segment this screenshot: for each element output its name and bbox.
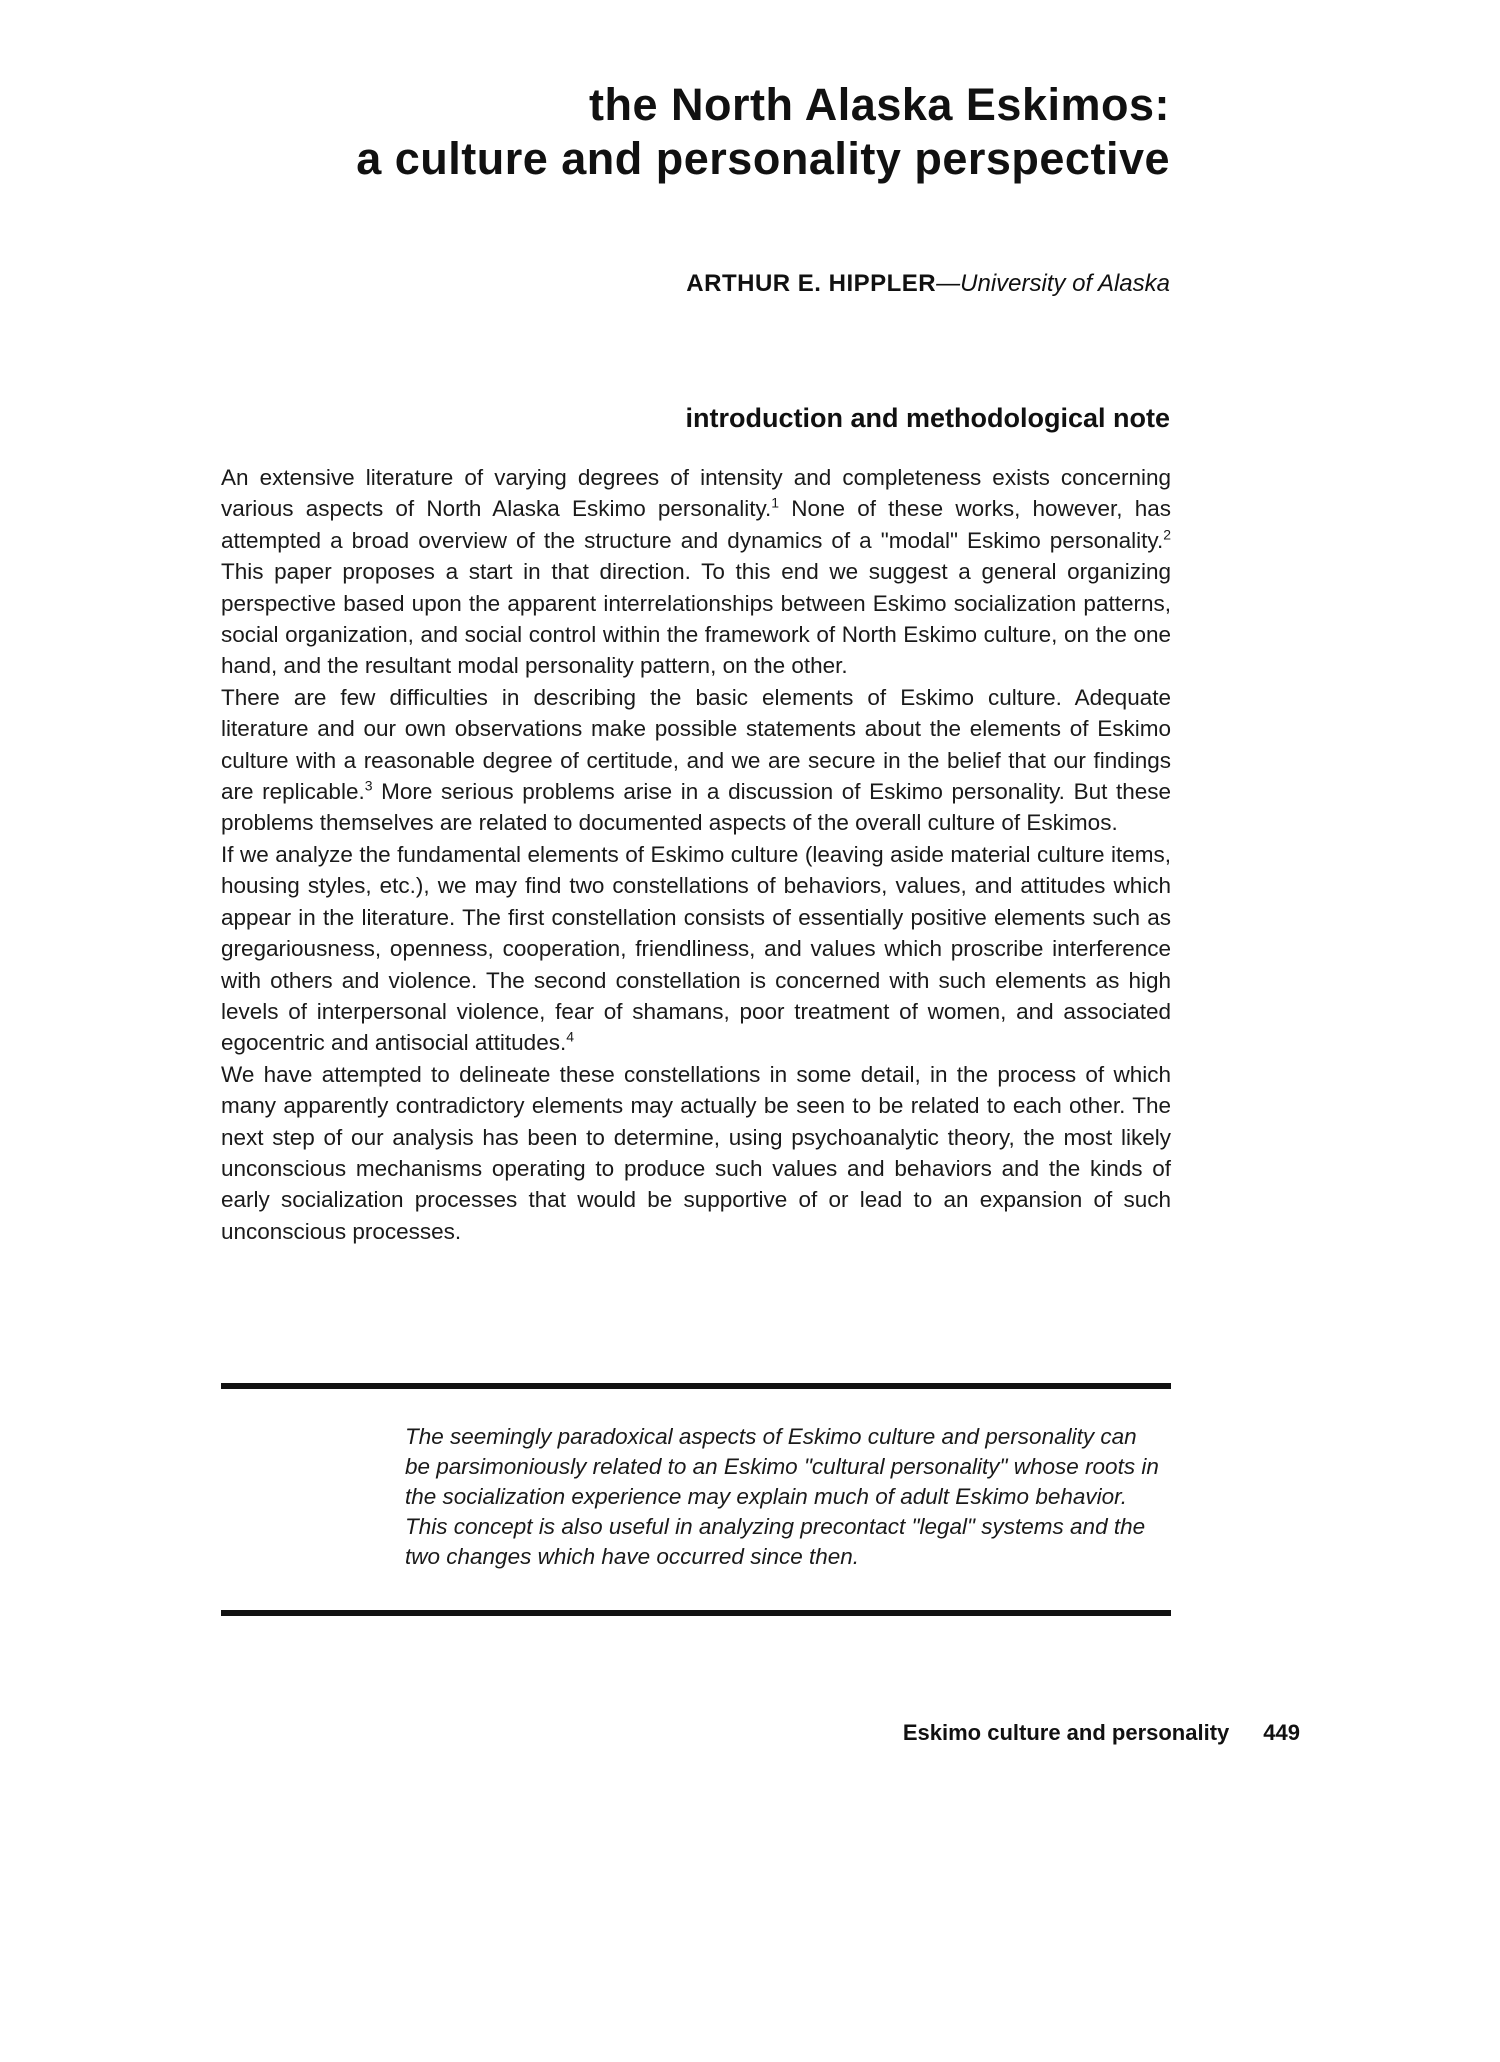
p2-text-b: More serious problems arise in a discussion of Eskimo personality. But these problems themselves are related to documented aspects of the overall culture of Eskimos. <box>221 779 1172 836</box>
title-line-2: a culture and personality perspective <box>356 133 1170 184</box>
footnote-ref-1: 1 <box>771 494 780 511</box>
p2-text-a: There are few difficulties in describing the basic elements of Eskimo culture. Adequate literature and our own observations make possible statements about the elements of Eskimo culture with a reasonable degree of certitude, and we are secure in the belief that our findings are replicable. <box>221 684 1171 805</box>
page-number: 449 <box>1263 1720 1300 1745</box>
p1-text-b: None of these works, however, has attempted a broad overview of the structure and dynamics of a "modal" Eskimo personality. <box>221 496 1171 553</box>
title-line-1: the North Alaska Eskimos: <box>589 79 1170 130</box>
paragraph-2 <box>221 682 1171 839</box>
running-title: Eskimo culture and personality <box>902 1720 1230 1745</box>
footnote-ref-3: 3 <box>364 777 373 794</box>
abstract-rule-bottom <box>221 1610 1171 1616</box>
footnote-ref-4: 4 <box>566 1028 575 1045</box>
paragraph-1 <box>221 462 1171 682</box>
article-title <box>356 78 1170 186</box>
paragraph-4: We have attempted to delineate these constellations in some detail, in the process of which many apparently contradictory elements may actually be seen to be related to each other. The next step of our analysis has been to determine, using psychoanalytic theory, the most likely unconscious mechanisms operating to produce such values and behaviors and the kinds of early socialization processes that would be supportive of or lead to an expansion of such unconscious processes. <box>221 1061 1171 1244</box>
section-heading: introduction and methodological note <box>685 403 1170 433</box>
abstract-rule-top <box>221 1383 1171 1389</box>
p3-text-a: If we analyze the fundamental elements of Eskimo culture (leaving aside material culture items, housing styles, etc.), we may find two constellations of behaviors, values, and attitudes which appear in the literature. The first constellation consists of essentially positive elements such as gregariousness, openness, cooperation, friendliness, and values which proscribe interference with others and violence. The second constellation is concerned with such elements as high levels of interpersonal violence, fear of shamans, poor treatment of women, and associated egocentric and antisocial attitudes. <box>221 841 1171 1056</box>
paragraph-3 <box>221 839 1171 1059</box>
p1-text-a: An extensive literature of varying degrees of intensity and completeness exists concerning various aspects of North Alaska Eskimo personality. <box>221 465 1171 522</box>
abstract: The seemingly paradoxical aspects of Eskimo culture and personality can be parsimoniously related to an Eskimo "cultural personality" whose roots in the socialization experience may explain much of adult Eskimo behavior. This concept is also useful in analyzing precontact "legal" systems and the two changes which have occurred since then. <box>405 1424 1159 1569</box>
footnote-ref-2: 2 <box>1163 526 1171 543</box>
page-footer <box>903 1720 1300 1746</box>
p1-text-c: This paper proposes a start in that direction. To this end we suggest a general organizing perspective based upon the apparent interrelationships between Eskimo socialization patterns, social organization, and social control within the framework of North Eskimo culture, on the one hand, and the resultant modal personality pattern, on the other. <box>221 559 1171 679</box>
author-affiliation: University of Alaska <box>960 270 1170 297</box>
author-dash: — <box>936 270 961 297</box>
author-name: ARTHUR E. HIPPLER <box>686 270 937 297</box>
body-text <box>221 462 1171 1247</box>
byline <box>686 270 1170 298</box>
